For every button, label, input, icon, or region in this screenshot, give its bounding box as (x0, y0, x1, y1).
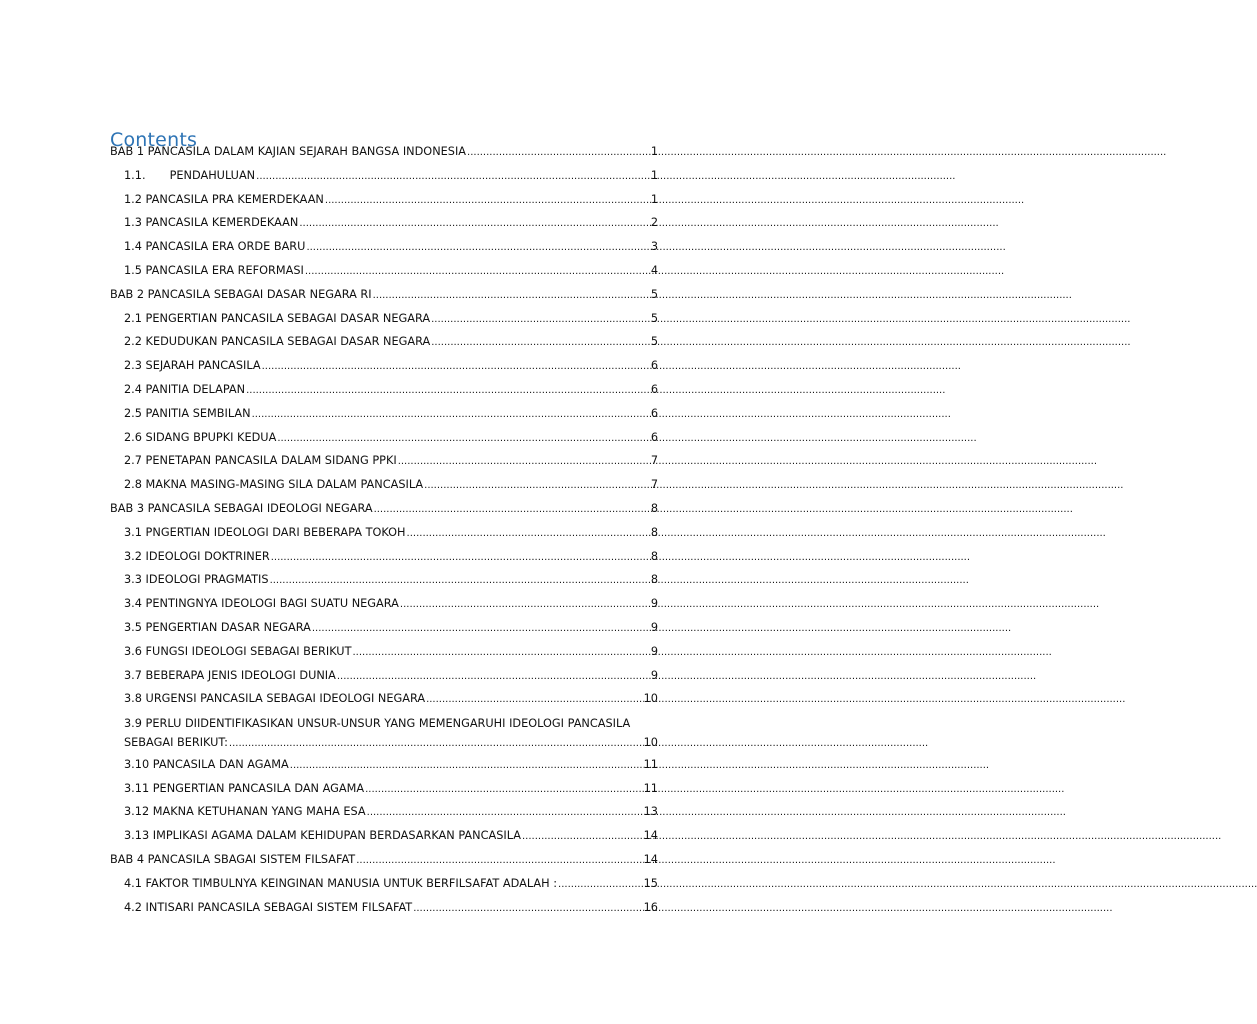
toc-page-number: 9 (650, 668, 658, 682)
toc-entry-text: 2.7 PENETAPAN PANCASILA DALAM SIDANG PPKI (124, 454, 397, 468)
toc-dot-leader (356, 849, 642, 873)
toc-entry-text: 3.4 PENTINGNYA IDEOLOGI BAGI SUATU NEGARA (124, 597, 399, 611)
toc-entry-text: BAB 1 PANCASILA DALAM KAJIAN SEJARAH BANGSA INDONESIA (110, 145, 467, 158)
toc-dot-leader (290, 754, 643, 778)
toc-page-number: 2 (650, 216, 658, 230)
toc-dot-leader (413, 897, 642, 921)
toc-entry-label: PENDAHULUAN (169, 168, 256, 182)
toc-dot-leader (229, 735, 643, 754)
toc-section-entry[interactable] (110, 545, 658, 569)
toc-page-number: 8 (650, 549, 658, 563)
toc-section-entry[interactable] (110, 449, 658, 473)
toc-dot-leader (365, 778, 643, 802)
toc-page-number: 4 (650, 263, 658, 277)
toc-section-entry[interactable] (110, 640, 658, 664)
toc-section-entry[interactable] (110, 354, 658, 378)
toc-section-entry[interactable] (110, 188, 658, 212)
toc-page-number: 6 (650, 430, 658, 444)
toc-entry-text: 2.3 SEJARAH PANCASILA (124, 359, 261, 373)
toc-dot-leader (407, 522, 650, 546)
toc-entry-text: 2.4 PANITIA DELAPAN (124, 382, 246, 396)
toc-entry-text: BAB 2 PANCASILA SEBAGAI DASAR NEGARA RI (110, 287, 372, 301)
toc-entry-text: 3.2 IDEOLOGI DOKTRINER (124, 549, 270, 563)
toc-page-number: 9 (650, 644, 658, 658)
toc-page-number: 8 (650, 525, 658, 539)
toc-dot-leader (373, 284, 650, 308)
toc-page-number: 6 (650, 359, 658, 373)
toc-section-entry[interactable] (110, 687, 658, 711)
toc-page-number: 14 (643, 829, 658, 843)
toc-chapter-entry[interactable] (110, 283, 658, 307)
toc-entry-text: 3.3 IDEOLOGI PRAGMATIS (124, 573, 269, 587)
toc-dot-leader (374, 498, 650, 522)
toc-section-entry[interactable] (110, 568, 658, 592)
toc-section-entry[interactable] (110, 800, 658, 824)
toc-page-number: 7 (650, 454, 658, 468)
toc-chapter-entry[interactable] (110, 140, 658, 164)
toc-dot-leader (270, 569, 650, 593)
toc-dot-leader (306, 236, 649, 260)
toc-entry-text: 3.8 URGENSI PANCASILA SEBAGAI IDEOLOGI NEGARA (124, 692, 426, 706)
toc-section-entry[interactable] (110, 824, 658, 848)
toc-page-number: 11 (643, 757, 658, 771)
toc-dot-leader (312, 617, 650, 641)
toc-entry-text: 3.10 PANCASILA DAN AGAMA (124, 757, 289, 771)
toc-page-number: 16 (643, 900, 658, 914)
toc-dot-leader (558, 873, 643, 897)
toc-page-number: 14 (643, 852, 658, 866)
toc-entry-text: 3.1 PNGERTIAN IDEOLOGI DARI BEBERAPA TOKOH (124, 525, 406, 539)
toc-dot-leader (426, 688, 643, 712)
toc-section-entry[interactable] (110, 402, 658, 426)
toc-page-number: 10 (643, 692, 658, 706)
toc-entry-text-line2: SEBAGAI BERIKUT: (124, 735, 228, 749)
toc-entry-text: 2.2 KEDUDUKAN PANCASILA SEBAGAI DASAR NEGARA (124, 335, 431, 349)
toc-section-entry[interactable] (110, 426, 658, 450)
toc-section-entry[interactable] (110, 592, 658, 616)
toc-entry-text: 3.11 PENGERTIAN PANCASILA DAN AGAMA (124, 781, 365, 795)
toc-entry-number: 1.1. (124, 168, 146, 182)
toc-entry-text: BAB 3 PANCASILA SEBAGAI IDEOLOGI NEGARA (110, 501, 373, 515)
toc-page-number: 1 (650, 192, 658, 206)
toc-entry-text: 3.7 BEBERAPA JENIS IDEOLOGI DUNIA (124, 668, 336, 682)
toc-entry-text: 1.5 PANCASILA ERA REFORMASI (124, 263, 304, 277)
toc-section-entry[interactable] (110, 777, 658, 801)
toc-page-number: 1 (650, 145, 658, 158)
toc-page-number: 15 (643, 876, 658, 890)
toc-entry-text: 1.3 PANCASILA KEMERDEKAAN (124, 216, 299, 230)
toc-page-number: 6 (650, 382, 658, 396)
toc-entry-text: 1.2 PANCASILA PRA KEMERDEKAAN (124, 192, 324, 206)
toc-page-number: 3 (650, 240, 658, 254)
toc-page-number: 8 (650, 501, 658, 515)
toc-dot-leader (305, 260, 650, 284)
toc-page-number: 5 (650, 335, 658, 349)
toc-dot-leader (277, 427, 650, 451)
toc-heading: Contents (110, 128, 198, 151)
toc-entry-text: 3.12 MAKNA KETUHANAN YANG MAHA ESA (124, 805, 366, 819)
toc-page-number: 5 (650, 287, 658, 301)
toc-page-number: 5 (650, 311, 658, 325)
toc-section-entry[interactable] (110, 211, 658, 235)
toc-section-entry[interactable] (110, 896, 658, 920)
toc-page-number: 7 (650, 478, 658, 492)
toc-section-entry[interactable] (110, 307, 658, 331)
toc-section-entry[interactable] (110, 330, 658, 354)
toc-dot-leader (367, 801, 643, 825)
toc-section-entry[interactable] (110, 473, 658, 497)
toc-dot-leader (352, 641, 649, 665)
toc-dot-leader (431, 331, 650, 355)
toc-entry-text: 2.6 SIDANG BPUPKI KEDUA (124, 430, 277, 444)
toc-dot-leader (299, 212, 649, 236)
toc-page-number: 1 (650, 168, 658, 182)
toc-section-entry[interactable] (110, 378, 658, 402)
toc-entry-text-line1: 3.9 PERLU DIIDENTIFIKASIKAN UNSUR-UNSUR YANG MEMENGARUHI IDEOLOGI PANCASILA (124, 717, 631, 731)
toc-section-entry[interactable] (110, 259, 658, 283)
toc-entry-text: 4.2 INTISARI PANCASILA SEBAGAI SISTEM FILSAFAT (124, 900, 413, 914)
toc-dot-leader (246, 379, 650, 403)
toc-dot-leader (398, 450, 650, 474)
toc-section-entry[interactable] (110, 616, 658, 640)
toc-section-entry[interactable] (110, 872, 658, 896)
toc-dot-leader (467, 141, 650, 165)
toc-entry-text: 2.1 PENGERTIAN PANCASILA SEBAGAI DASAR NEGARA (124, 311, 431, 325)
toc-dot-leader (252, 403, 650, 427)
toc-dot-leader (256, 165, 650, 189)
toc-section-entry[interactable] (110, 235, 658, 259)
toc-page-number: 8 (650, 573, 658, 587)
toc-chapter-entry[interactable] (110, 497, 658, 521)
toc-entry-text: 4.1 FAKTOR TIMBULNYA KEINGINAN MANUSIA UNTUK BERFILSAFAT ADALAH : (124, 876, 558, 890)
toc-entry-text: 3.6 FUNGSI IDEOLOGI SEBAGAI BERIKUT (124, 644, 352, 658)
toc-page-number: 6 (650, 406, 658, 420)
toc-dot-leader (271, 546, 650, 570)
table-of-contents (110, 140, 658, 919)
toc-dot-leader (431, 308, 650, 332)
toc-page-number: 9 (650, 597, 658, 611)
toc-entry-text: BAB 4 PANCASILA SBAGAI SISTEM FILSAFAT (110, 852, 356, 866)
toc-entry-line2 (124, 734, 658, 754)
toc-page-number: 10 (643, 735, 658, 749)
toc-section-entry[interactable] (110, 711, 658, 753)
toc-page-number: 11 (643, 781, 658, 795)
toc-entry-text: 3.5 PENGERTIAN DASAR NEGARA (124, 620, 311, 634)
toc-section-entry[interactable] (110, 753, 658, 777)
toc-dot-leader (400, 593, 650, 617)
toc-entry-text: 3.13 IMPLIKASI AGAMA DALAM KEHIDUPAN BERDASARKAN PANCASILA (124, 829, 521, 843)
toc-entry-text: 2.8 MAKNA MASING-MASING SILA DALAM PANCASILA (124, 478, 424, 492)
toc-entry-text: 2.5 PANITIA SEMBILAN (124, 406, 251, 420)
toc-dot-leader (337, 665, 650, 689)
toc-page-number: 9 (650, 620, 658, 634)
toc-section-entry[interactable] (110, 164, 658, 188)
toc-dot-leader (522, 825, 643, 849)
toc-section-entry[interactable] (110, 521, 658, 545)
toc-entry-text (124, 164, 255, 188)
toc-dot-leader (325, 189, 650, 213)
toc-dot-leader (262, 355, 650, 379)
toc-section-entry[interactable] (110, 664, 658, 688)
toc-dot-leader (424, 474, 650, 498)
toc-page-number: 13 (643, 805, 658, 819)
toc-chapter-entry[interactable] (110, 848, 658, 872)
toc-entry-text: 1.4 PANCASILA ERA ORDE BARU (124, 240, 306, 254)
